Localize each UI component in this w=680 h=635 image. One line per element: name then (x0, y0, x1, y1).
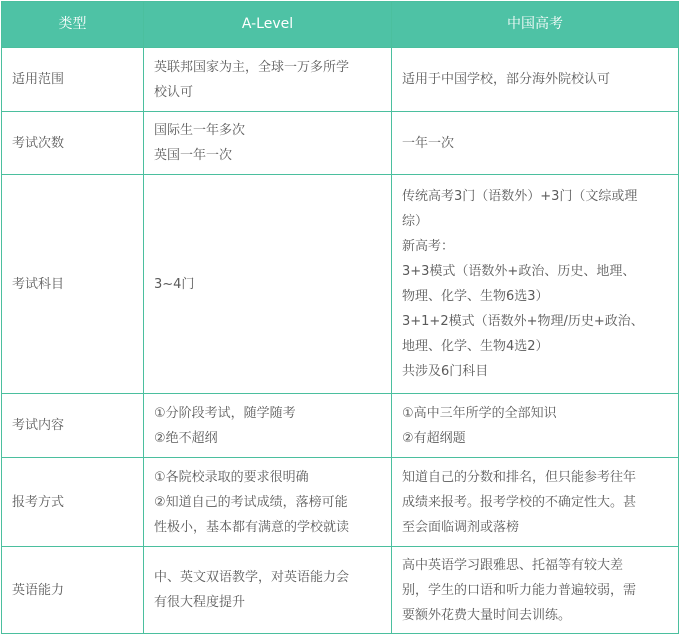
cell-line: ①各院校录取的要求很明确 (154, 469, 309, 485)
cell-line: ②知道自己的考试成绩，落榜可能 (154, 494, 348, 510)
table-row (2, 547, 679, 634)
cell-line: 别，学生的口语和听力能力普遍较弱，需 (402, 582, 637, 598)
cell-line: 英国一年一次 (154, 148, 233, 163)
cell-line: 中、英文双语教学，对英语能力会 (154, 570, 350, 585)
cell-line: 物理、化学、生物6选3） (402, 289, 549, 304)
header-alevel: A-Level (144, 2, 392, 48)
header-row (2, 2, 679, 48)
cell-line: 成绩来报考。报考学校的不确定性大。甚 (402, 494, 637, 510)
row-label: 适用范围 (2, 48, 144, 112)
cell-line: 传统高考3门（语数外）+3门（文综或理 (402, 189, 638, 204)
gaokao-cell (392, 547, 679, 634)
cell-line: ①分阶段考试，随学随考 (154, 405, 296, 421)
cell-line: 一年一次 (402, 135, 455, 151)
alevel-cell (144, 112, 392, 175)
cell-line: 3+3模式（语数外+政治、历史、地理、 (402, 264, 636, 279)
cell-line: ②有超纲题 (402, 430, 466, 446)
table-row (2, 48, 679, 112)
cell-line: 共涉及6门科目 (402, 364, 489, 379)
cell-line: 3~4门 (154, 276, 195, 292)
alevel-cell (144, 547, 392, 634)
alevel-cell (144, 48, 392, 112)
comparison-table (1, 1, 679, 634)
cell-line: 国际生一年多次 (154, 123, 246, 138)
cell-line: 适用于中国学校，部分海外院校认可 (402, 72, 611, 87)
cell-line: 高中英语学习跟雅思、托福等有较大差 (402, 557, 624, 573)
cell-line: 知道自己的分数和排名，但只能参考往年 (402, 469, 637, 485)
cell-line: 地理、化学、生物4选2） (402, 339, 549, 354)
cell-line: ①高中三年所学的全部知识 (402, 405, 557, 421)
alevel-cell (144, 175, 392, 394)
row-label: 考试内容 (2, 394, 144, 458)
row-label: 英语能力 (2, 547, 144, 634)
table-row (2, 112, 679, 175)
alevel-cell (144, 394, 392, 458)
gaokao-cell (392, 112, 679, 175)
row-label: 考试次数 (2, 112, 144, 175)
cell-line: 校认可 (154, 84, 194, 100)
row-label: 报考方式 (2, 458, 144, 547)
cell-line: 英联邦国家为主，全球一万多所学 (154, 59, 350, 75)
alevel-cell (144, 458, 392, 547)
cell-line: ②绝不超纲 (154, 430, 218, 446)
header-gaokao: 中国高考 (392, 2, 679, 48)
cell-line: 新高考： (402, 239, 455, 254)
gaokao-cell (392, 394, 679, 458)
header-type: 类型 (2, 2, 144, 48)
gaokao-cell (392, 48, 679, 112)
table-row (2, 458, 679, 547)
cell-line: 至会面临调剂或落榜 (402, 519, 520, 535)
gaokao-cell (392, 175, 679, 394)
cell-line: 3+1+2模式（语数外+物理/历史+政治、 (402, 314, 644, 329)
row-label: 考试科目 (2, 175, 144, 394)
cell-line: 综） (402, 214, 429, 229)
table-row (2, 394, 679, 458)
cell-line: 有很大程度提升 (154, 595, 246, 610)
gaokao-cell (392, 458, 679, 547)
cell-line: 性极小，基本都有满意的学校就读 (154, 519, 350, 535)
table-row (2, 175, 679, 394)
cell-line: 要额外花费大量时间去训练。 (402, 607, 572, 623)
